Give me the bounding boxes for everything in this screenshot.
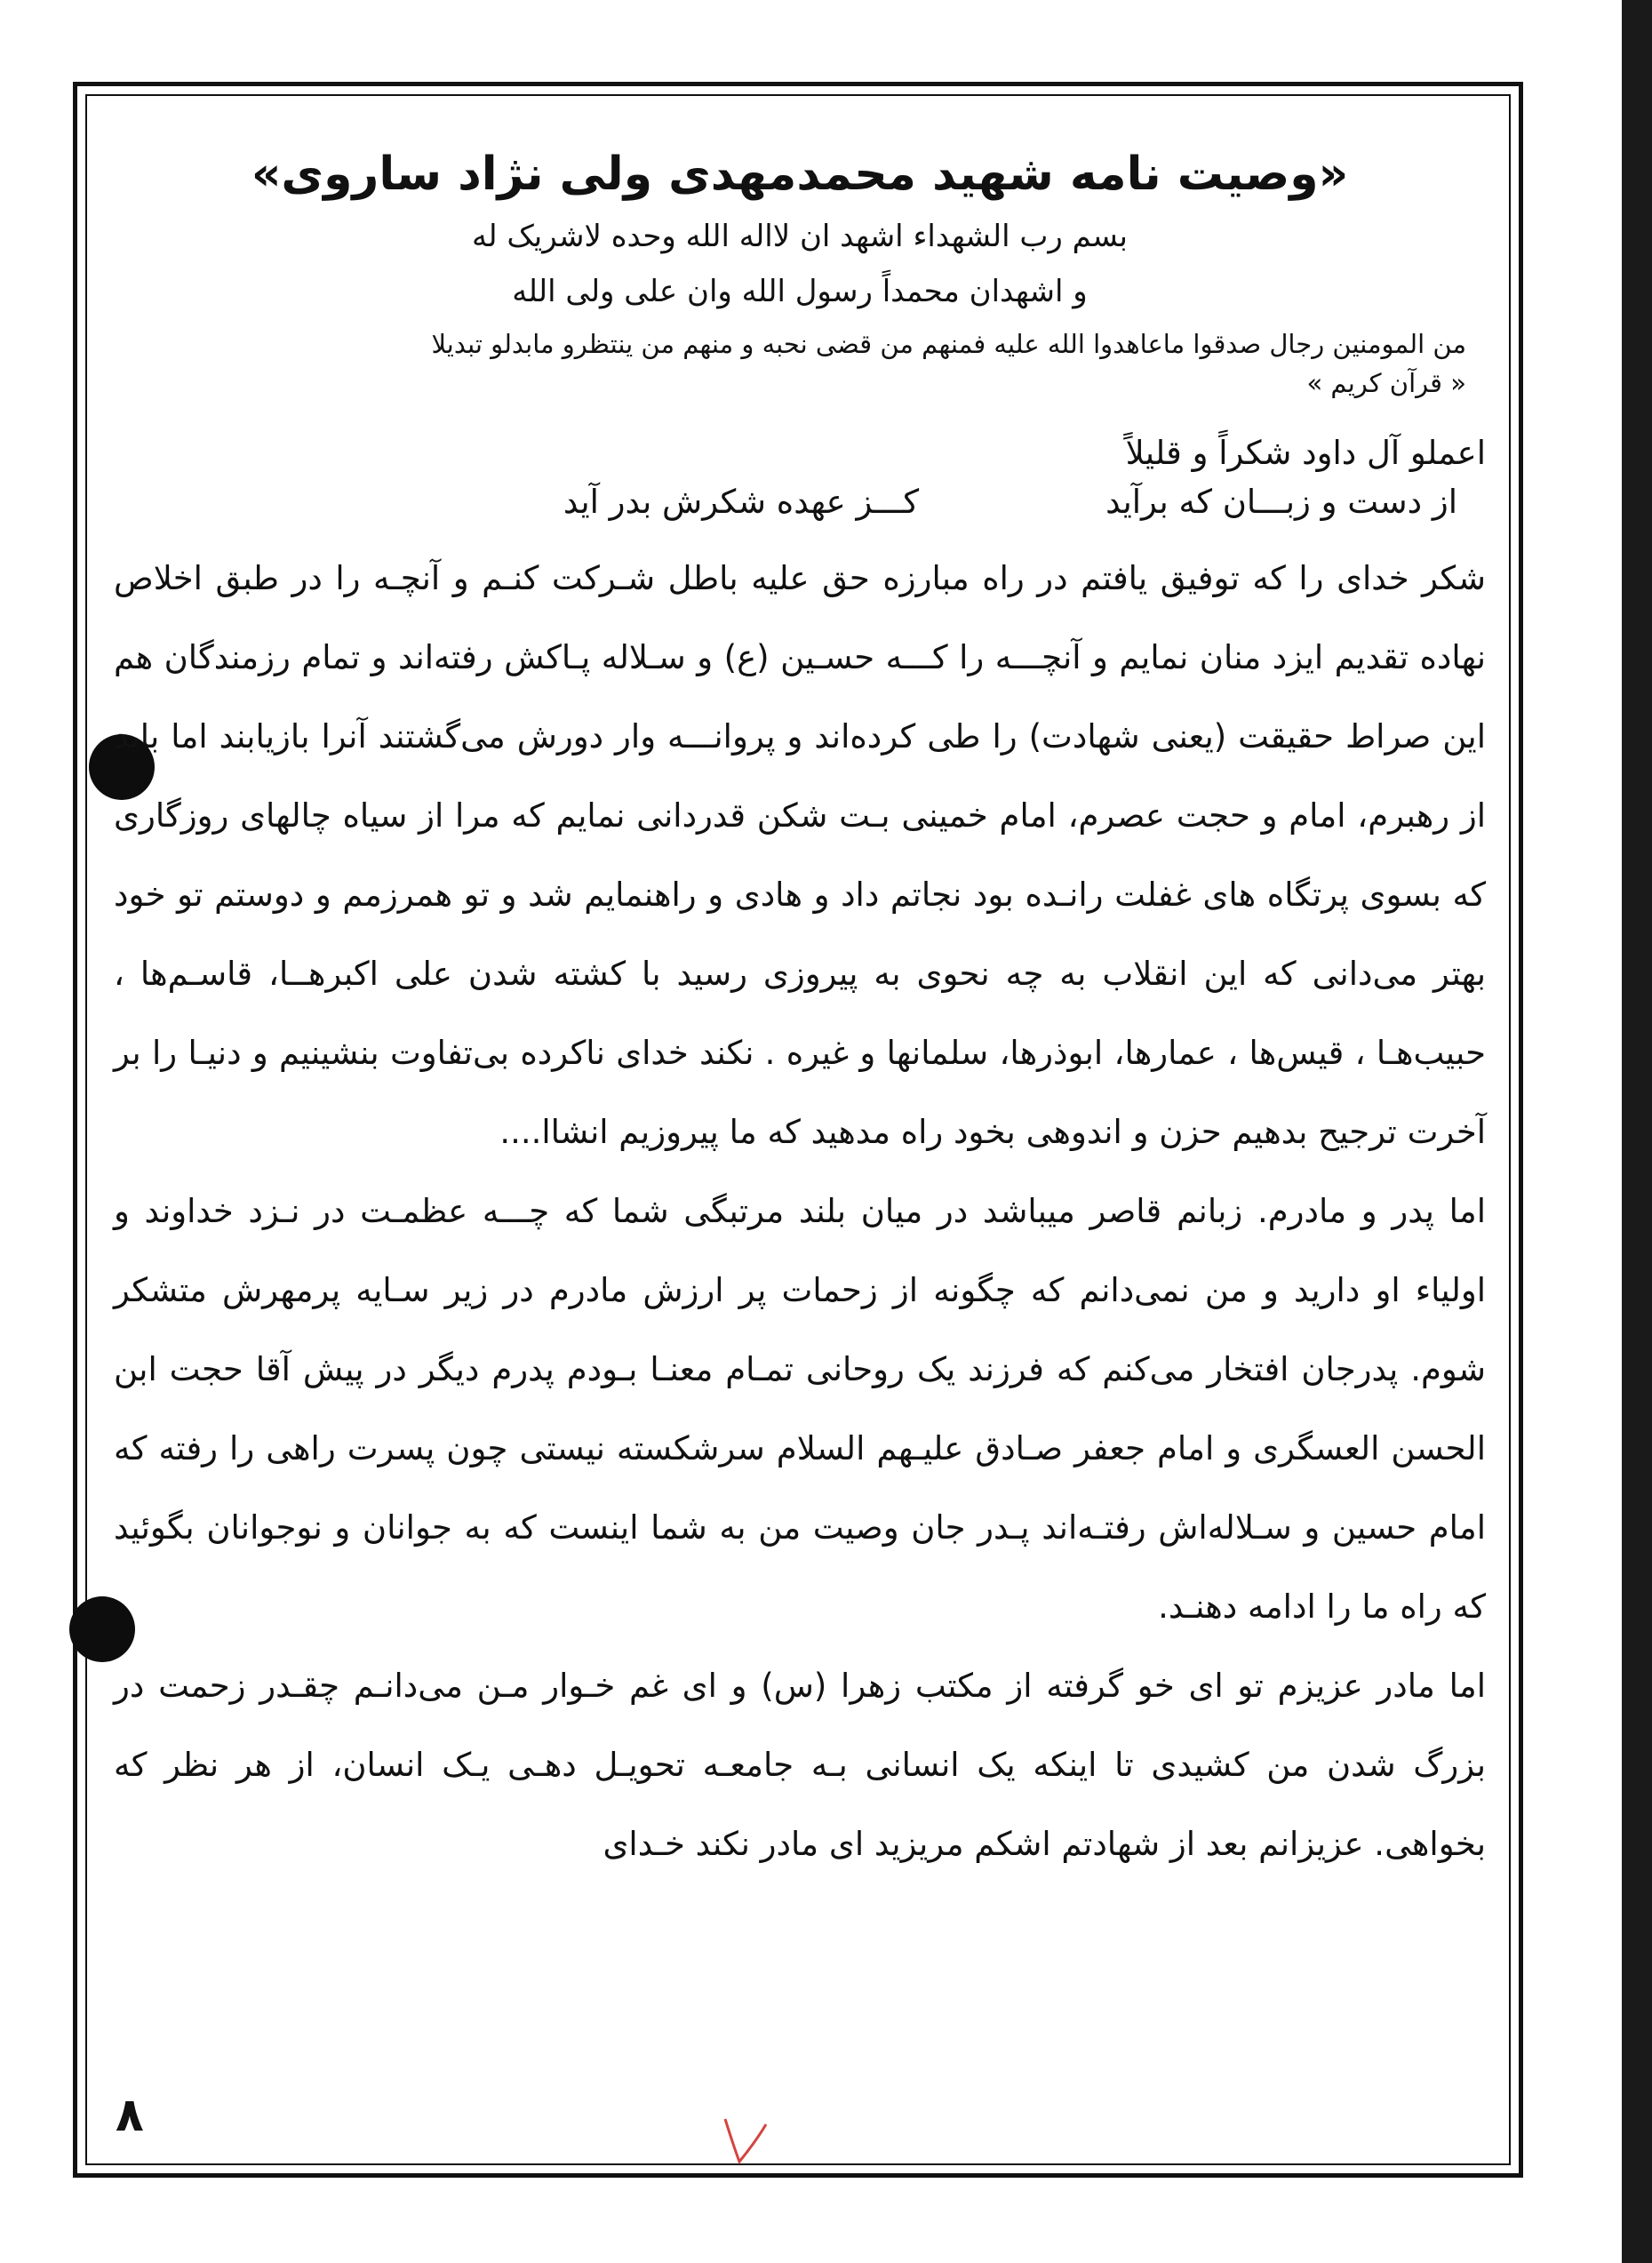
paragraph-1: شکر خدای را که توفیق یافتم در راه مبارزه حق علیه باطل شـرکت کنـم و آنچـه را در طبق اخلاص نهاده تقدیم ایزد منان نمایم و آنچـــه را کـــه حسـین (ع) و سـلاله پـاکش رفته‌اند و تمام رزمندگان هم این صراط حقیقت (یعنی شهادت) را طی کرده‌اند و پروانـــه وار دورش می‌گشتند آنرا بازیابند اما باید از رهبرم، امام و حجت عصرم، امام خمینی بـت شکن قدردانی نمایم که مرا از سیاه چالهای روزگاری که بسوی پرتگاه های غفلت رانـده بود نجاتم داد و هادی و راهنمایم شد و تو همرزمم و دوستم تو خود بهتر می‌دانی که این انقلاب به چه نحوی به پیروزی رسید با کشته شدن علی اکبرهــا، قاسـم‌ها ، حبیب‌هـا ، قیس‌ها ، عمارها، ابوذرها، سلمانها و غیره . نکند خدای ناکرده بی‌تفاوت بنشینیم و دنیـا را بر آخرت ترجیح بدهیم حزن و اندوهی بخود راه مدهید که ما پیروزیم انشاا.... (114, 559, 1486, 1151)
quran-verse: من المومنین رجال صدقوا ماعاهدوا الله علیه فمنهم من قضی نحبه و منهم من ینتظرو مابدلو تبدیلا (431, 329, 1466, 359)
verse-source: « قرآن کریم » (1306, 368, 1466, 398)
basmala-line-2: و اشهدان محمداً رسول الله وان علی ولی الله (512, 274, 1088, 309)
page-number: ۸ (116, 2089, 144, 2142)
document-title: «وصیت نامه شهید محمدمهدی ولی نژاد ساروی» (251, 148, 1349, 201)
poem-hemistich-left: کـــز عهده شکرش بدر آید (563, 483, 920, 521)
will-text (107, 539, 1493, 1883)
document-body (107, 124, 1493, 1883)
paragraph-3: اما مادر عزیزم تو ای خو گرفته از مکتب زهرا (س) و ای غم خـوار مـن می‌دانـم چقـدر زحمت در بزرگ شدن من کشیدی تا اینکه یک انسانی بـه جامعـه تحویـل دهـی یـک انسان، از هر نظر که بخواهی. عزیزانم بعد از شهادتم اشکم مریزید ای مادر نکند خـدای (114, 1667, 1486, 1863)
pen-mark-icon (720, 2115, 773, 2178)
basmala-line-1: بسم رب الشهداء اشهد ان لااله الله وحده لاشریک له (471, 219, 1128, 254)
poem-hemistich-right: از دست و زبـــان که برآید (1105, 483, 1457, 521)
poem-couplet (142, 483, 1457, 521)
opening-phrase: اعملو آل داود شکراً و قلیلاً (1125, 434, 1486, 472)
scan-edge (1622, 0, 1652, 2263)
paragraph-2: اما پدر و مادرم. زبانم قاصر میباشد در میان بلند مرتبگی شما که چـــه عظمـت در نـزد خداوند و اولیاء او دارید و من نمی‌دانم که چگونه از زحمات پر ارزش مادرم در زیر سـایه پرمهرش متشکر شوم. پدرجان افتخار می‌کنم که فرزند یک روحانی تمـام معنـا بـودم پدرم دیگر در پیش آقا حجت ابن الحسن العسگری و امام جعفر صـادق علیـهم السلام سرشکسته نیستی چون پسرت راهی را رفته که امام حسین و سـلاله‌اش رفتـه‌اند پـدر جان وصیت من به شما اینست که به جوانان و نوجوانان بگوئید که راه ما را ادامه دهنـد. (114, 1192, 1486, 1626)
